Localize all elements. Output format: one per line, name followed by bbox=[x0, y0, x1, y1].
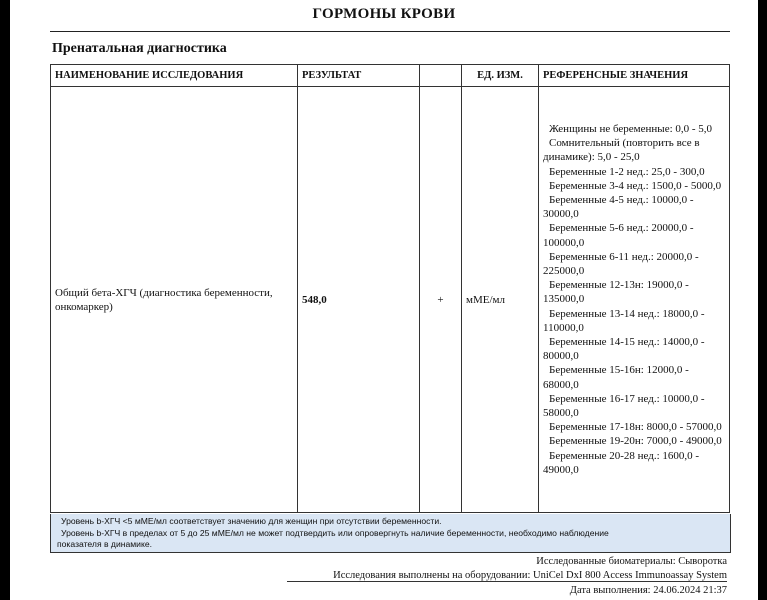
reference-item: Беременные 20-28 нед.: 1600,0 - 49000,0 bbox=[543, 449, 700, 476]
header-result: РЕЗУЛЬТАТ bbox=[298, 65, 420, 87]
reference-item: Беременные 16-17 нед.: 10000,0 - 58000,0 bbox=[543, 392, 705, 420]
header-unit: ЕД. ИЗМ. bbox=[462, 65, 539, 87]
reference-item: Беременные 6-11 нед.: 20000,0 - 225000,0 bbox=[543, 250, 699, 277]
table-header-row bbox=[51, 65, 730, 87]
header-reference: РЕФЕРЕНСНЫЕ ЗНАЧЕНИЯ bbox=[539, 65, 730, 87]
test-name: Общий бета-ХГЧ (диагностика беременности, онкомаркер) bbox=[51, 87, 298, 513]
note-line: показателя в динамике. bbox=[57, 539, 153, 550]
footer-divider bbox=[287, 581, 727, 582]
reference-item: Беременные 13-14 нед.: 18000,0 - 110000,0 bbox=[543, 307, 705, 334]
table-row bbox=[51, 87, 730, 513]
result-flag: + bbox=[420, 87, 462, 513]
interpretation-note bbox=[50, 514, 731, 553]
note-line: Уровень b-ХГЧ в пределах от 5 до 25 мМЕ/мл не может подтвердить или опровергнуть наличие беременности, необходимо наблюдение bbox=[61, 527, 609, 538]
results-table bbox=[50, 64, 730, 513]
biomaterial-info: Исследованные биоматериалы: Сыворотка bbox=[536, 556, 727, 567]
reference-item: Беременные 3-4 нед.: 1500,0 - 5000,0 bbox=[549, 179, 722, 192]
reference-item: Беременные 5-6 нед.: 20000,0 - 100000,0 bbox=[543, 222, 694, 249]
test-unit: мМЕ/мл bbox=[462, 87, 539, 513]
header-test-name: НАИМЕНОВАНИЕ ИССЛЕДОВАНИЯ bbox=[51, 65, 298, 87]
reference-item: Беременные 1-2 нед.: 25,0 - 300,0 bbox=[549, 165, 705, 178]
reference-item: Беременные 17-18н: 8000,0 - 57000,0 bbox=[549, 421, 722, 434]
reference-values bbox=[539, 87, 730, 513]
reference-item: Женщины не беременные: 0,0 - 5,0 bbox=[549, 122, 713, 135]
reference-item: Беременные 15-16н: 12000,0 - 68000,0 bbox=[543, 364, 689, 391]
section-title: Пренатальная диагностика bbox=[52, 41, 227, 56]
header-flag bbox=[420, 65, 462, 87]
reference-item: Беременные 19-20н: 7000,0 - 49000,0 bbox=[549, 435, 722, 448]
document-title: ГОРМОНЫ КРОВИ bbox=[312, 6, 456, 22]
report-sheet bbox=[10, 0, 758, 600]
reference-item: Беременные 12-13н: 19000,0 - 135000,0 bbox=[543, 279, 689, 306]
execution-date: Дата выполнения: 24.06.2024 21:37 bbox=[569, 585, 727, 596]
title-divider bbox=[50, 31, 730, 32]
test-result: 548,0 bbox=[298, 87, 420, 513]
reference-item: Сомнительный (повторить все в динамике): 5,0 - 25,0 bbox=[543, 137, 700, 164]
equipment-info: Исследования выполнены на оборудовании: UniCel DxI 800 Access Immunoassay System bbox=[333, 570, 727, 581]
note-line: Уровень b-ХГЧ <5 мМЕ/мл соответствует значению для женщин при отсутствии беременности. bbox=[61, 516, 442, 526]
reference-item: Беременные 4-5 нед.: 10000,0 - 30000,0 bbox=[543, 193, 694, 221]
reference-item: Беременные 14-15 нед.: 14000,0 - 80000,0 bbox=[543, 336, 705, 363]
